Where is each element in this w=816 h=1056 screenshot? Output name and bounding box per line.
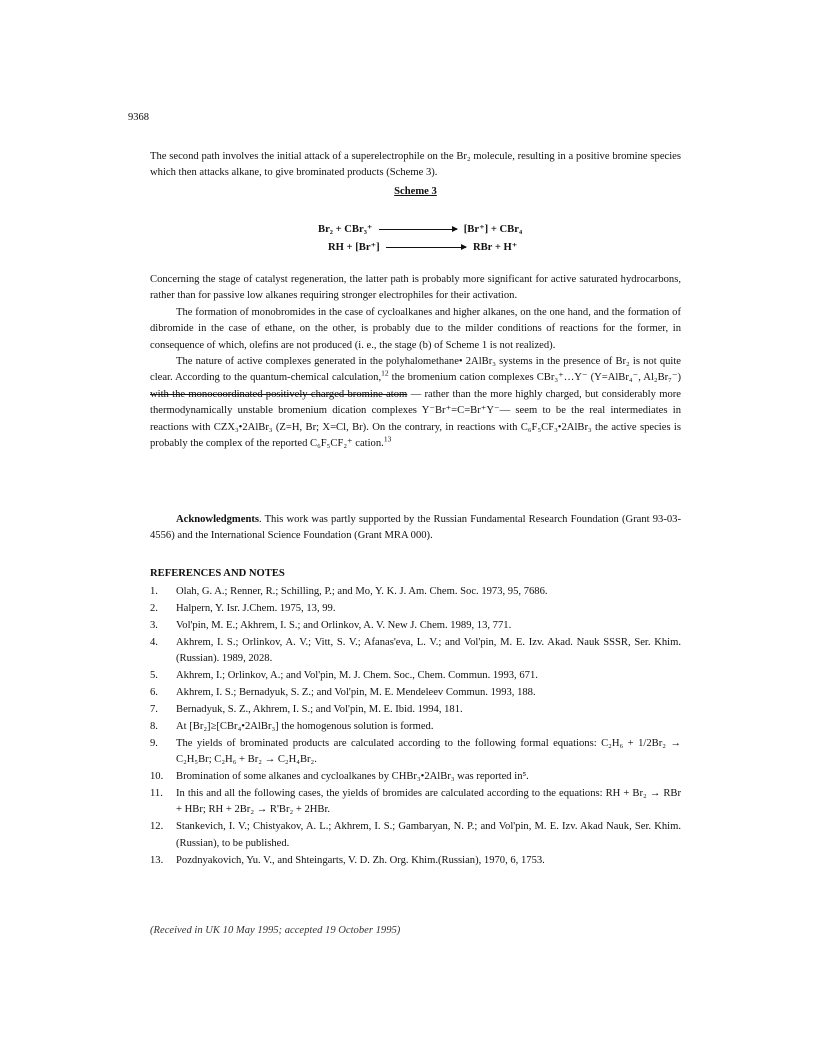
references-list [150, 584, 681, 869]
ack-text: . This work was partly supported by the Russian Fundamental Research Foundation (Grant 93-03-4556) and the International Science Foundation (Grant MRA 000). [150, 514, 681, 542]
ref-text: Bromination of some alkanes and cycloalkanes by CHBr₃•2AlBr₃ was reported in⁵. [176, 770, 529, 782]
body-text [150, 272, 681, 452]
acknowledgments [150, 512, 681, 545]
citation-12: 12 [381, 368, 389, 378]
ref-num: 5. [150, 670, 158, 682]
ref-text: Stankevich, I. V.; Chistyakov, A. L.; Akhrem, I. S.; Gambaryan, N. P.; and Vol'pin, M. E. Izv. Akad Nauk, Ser. Khim. (Russian), to be published. [176, 821, 681, 849]
ref-num: 3. [150, 619, 158, 631]
intro-paragraph [150, 149, 681, 182]
ref-text: The yields of brominated products are calculated according to the following formal equations: C₂H₆ + 1/2Br₂ → C₂H₅Br; C₂H₆ + Br₂ → C₂H₄Br₂. [176, 737, 681, 766]
ref-text: Vol'pin, M. E.; Akhrem, I. S.; and Orlinkov, A. V. New J. Chem. 1989, 13, 771. [176, 619, 512, 631]
page-number: 9368 [128, 112, 149, 123]
ref-num: 10. [150, 770, 164, 782]
list-item [150, 853, 681, 869]
scheme-title: Scheme 3 [394, 186, 437, 197]
ref-text: Akhrem, I. S.; Bernadyuk, S. Z.; and Vol'pin, M. E. Mendeleev Commun. 1993, 188. [176, 686, 536, 698]
ref-num: 12. [150, 821, 164, 833]
ref-num: 1. [150, 586, 158, 597]
ref-num: 2. [150, 602, 158, 614]
list-item [150, 685, 681, 701]
scheme-row-2-left: RH + [Br⁺] [328, 242, 380, 253]
intro-text: The second path involves the initial attack of a superelectrophile on the Br₂ molecule, resulting in a positive bromine species which then attacks alkane, to give brominated products (Scheme 3). [150, 151, 681, 179]
list-item [150, 702, 681, 718]
scheme-row-2-right: RBr + H⁺ [472, 242, 518, 253]
p3-struck-text: with the monocoordinated positively charged bromine atom [150, 388, 408, 400]
list-item [150, 584, 681, 600]
ref-text: In this and all the following cases, the yields of bromides are calculated according to the equations: RH + Br₂ → RBr + HBr; RH + 2Br₂ → R'Br₂ + 2HBr. [176, 787, 681, 816]
citation-13: 13 [383, 434, 392, 444]
list-item [150, 736, 681, 769]
list-item [150, 719, 681, 735]
list-item [150, 668, 681, 684]
ref-num: 13. [150, 854, 164, 866]
list-item [150, 618, 681, 634]
ref-text: Pozdnyakovich, Yu. V., and Shteingarts, V. D. Zh. Org. Khim.(Russian), 1970, 6, 1753. [176, 854, 545, 866]
ref-num: 6. [150, 686, 158, 698]
ref-text: Bernadyuk, S. Z., Akhrem, I. S.; and Vol'pin, M. E. Ibid. 1994, 181. [176, 703, 463, 715]
list-item [150, 601, 681, 617]
ack-paragraph [150, 512, 681, 545]
scheme-row-2 [328, 240, 522, 258]
scheme-row-1-right: [Br⁺] + CBr₄ [463, 224, 523, 235]
ref-text: Halpern, Y. Isr. J.Chem. 1975, 13, 99. [176, 602, 336, 614]
p3-part-b: the bromenium cation complexes CBr₃⁺…Y⁻ (Y=AlBr₄⁻, Al₂Br₇⁻) [388, 372, 681, 384]
paragraph-catalyst-regeneration: Concerning the stage of catalyst regeneration, the latter path is probably more significant for active saturated hydrocarbons, rather than for passive low alkanes requiring stronger electrophiles for their activation. [150, 274, 681, 302]
ack-label: Acknowledgments [176, 514, 259, 525]
list-item [150, 786, 681, 819]
ref-text: At [Br₂]≥[CBr₄•2AlBr₃] the homogenous solution is formed. [176, 720, 434, 732]
paragraph-active-complexes [150, 354, 681, 452]
list-item [150, 819, 681, 852]
p3-part-d: — rather than the more highly charged, but considerably more thermodynamically unstable bromenium dication complexes Y⁻Br⁺=C=Br⁺Y⁻— seem to be the real intermediates in reactions with CZX₃•2AlBr₃ (Z=H, Br; X=Cl, Br). On the contrary, in reactions with C₆F₅CF₃•2AlBr₃ the active species is probably the complex of the reported C₆F₅CF₂⁺ cation. [150, 388, 681, 450]
ref-num: 9. [150, 737, 158, 749]
list-item [150, 769, 681, 785]
ref-num: 11. [150, 787, 163, 799]
paragraph-monobromides: The formation of monobromides in the case of cycloalkanes and higher alkanes, on the one hand, and the formation of dibromide in the case of ethane, on the other, is probably due to the milder conditions of reactions for the former, in consequence of which, olefins are not produced (i. e., the stage (b) of Scheme 1 is not realized). [150, 306, 681, 351]
ref-num: 7. [150, 703, 158, 715]
ref-text: Akhrem, I.; Orlinkov, A.; and Vol'pin, M. J. Chem. Soc., Chem. Commun. 1993, 671. [176, 670, 538, 682]
scheme-row-1 [318, 222, 522, 240]
scheme-3 [318, 222, 522, 258]
received-date: (Received in UK 10 May 1995; accepted 19 October 1995) [150, 925, 401, 936]
ref-text: Olah, G. A.; Renner, R.; Schilling, P.; and Mo, Y. K. J. Am. Chem. Soc. 1973, 95, 7686. [176, 586, 548, 597]
ref-num: 4. [150, 636, 158, 648]
reaction-arrow-icon [386, 247, 466, 248]
p3-part-a: The nature of active complexes generated in the polyhalomethane• 2AlBr₃ systems in the presence of Br₂ is not quite clear. According to the quantum-chemical calculation, [150, 356, 681, 384]
reaction-arrow-icon [379, 229, 457, 230]
ref-text: Akhrem, I. S.; Orlinkov, A. V.; Vitt, S. V.; Afanas'eva, L. V.; and Vol'pin, M. E. Izv. Akad. Nauk SSSR, Ser. Khim. (Russian). 1989, 2028. [176, 636, 681, 665]
scheme-row-1-left: Br₂ + CBr₃⁺ [318, 224, 373, 235]
list-item [150, 635, 681, 668]
ref-num: 8. [150, 720, 158, 732]
references-heading: REFERENCES AND NOTES [150, 568, 285, 579]
